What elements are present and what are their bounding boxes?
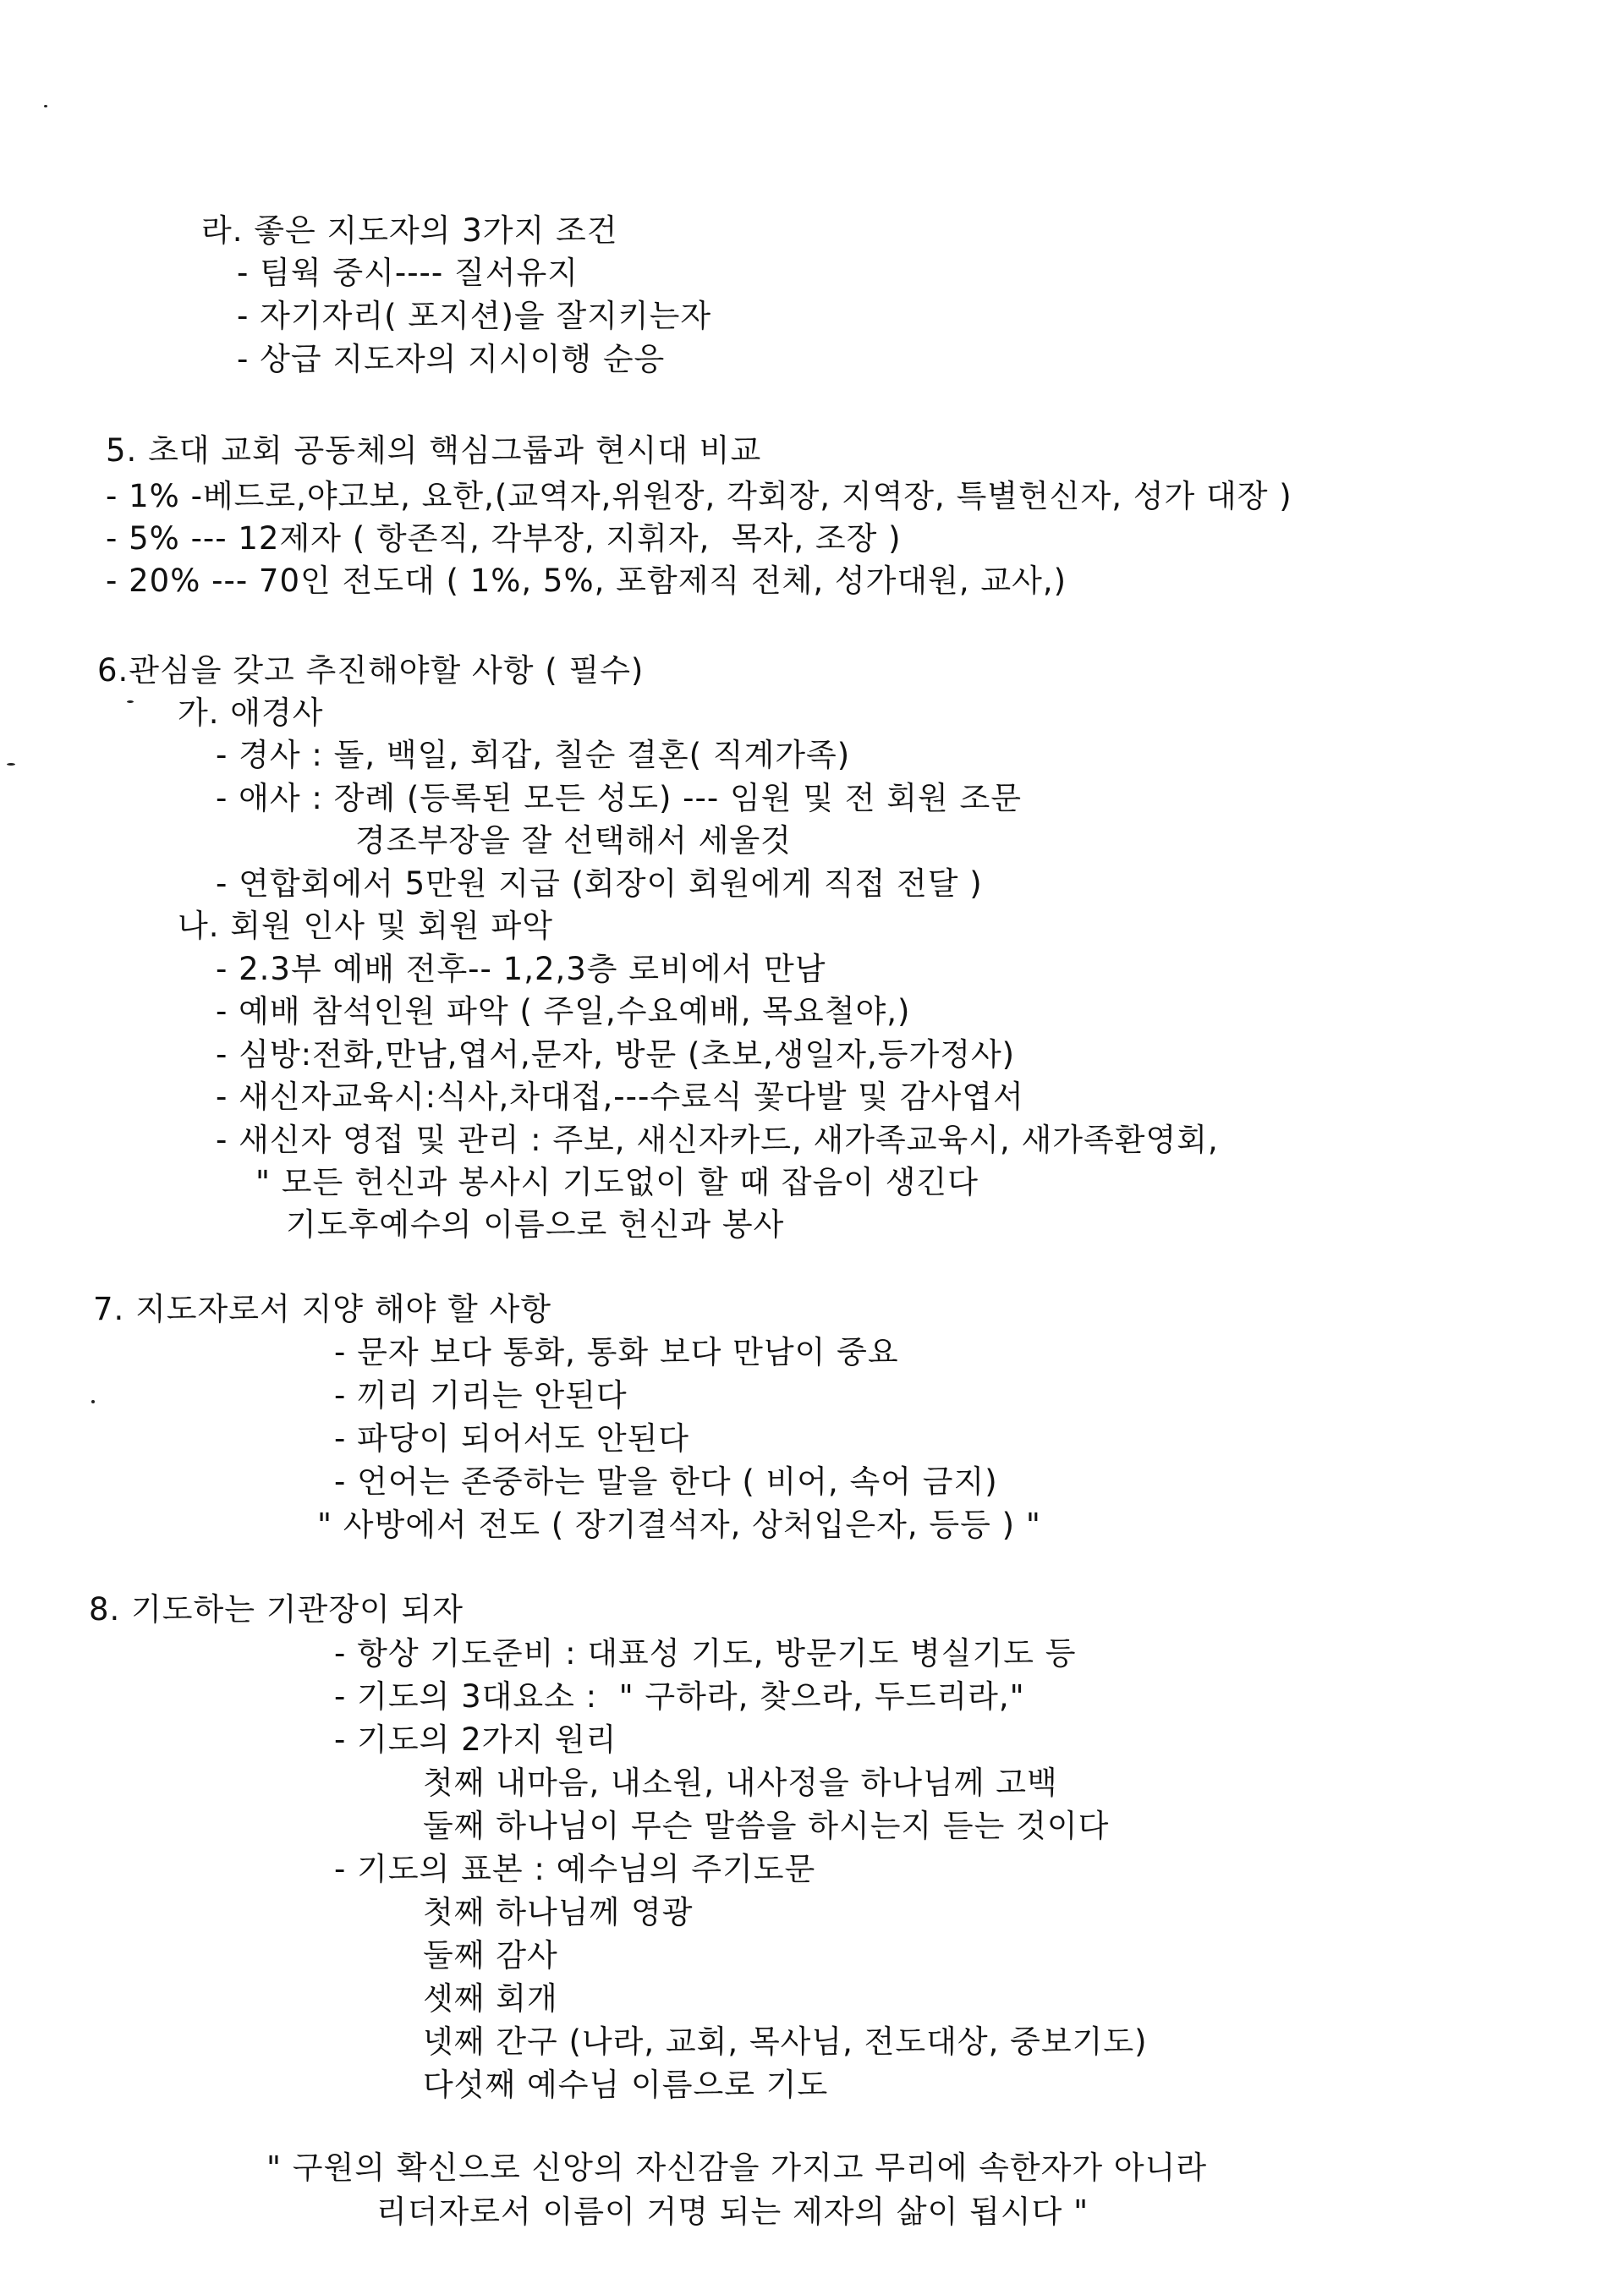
section-6-na-item: - 예배 참석인원 파악 ( 주일,수요예배, 목요철야,)	[216, 993, 911, 1029]
section-6-na-item: - 새신자 영접 및 관리 : 주보, 새신자카드, 새가족교육시, 새가족환영회,	[216, 1122, 1219, 1158]
section-8-subline: 넷째 간구 (나라, 교회, 목사님, 전도대상, 중보기도)	[423, 2023, 1148, 2060]
section-6-quote: " 모든 헌신과 봉사시 기도없이 할 때 잡음이 생긴다	[255, 1164, 979, 1200]
section-ra-item: - 상급 지도자의 지시이행 순응	[237, 341, 666, 377]
section-8-subline: 둘째 감사	[423, 1937, 558, 1974]
scan-speck	[127, 700, 134, 703]
section-5-item: - 5% --- 12제자 ( 항존직, 각부장, 지휘자, 목자, 조장 )	[106, 520, 902, 557]
section-8-subline: 첫째 하나님께 영광	[423, 1894, 694, 1930]
scan-speck	[7, 763, 15, 766]
section-6-na-title: 나. 회원 인사 및 회원 파악	[178, 908, 553, 944]
section-6-title: 6.관심을 갖고 추진해야할 사항 ( 필수)	[97, 652, 645, 689]
scan-speck	[44, 105, 47, 107]
section-8-subline: 다섯째 예수님 이름으로 기도	[423, 2067, 829, 2103]
section-6-ga-item: - 경사 : 돌, 백일, 회갑, 칠순 결혼( 직계가족)	[216, 737, 851, 773]
section-8-subline: 첫째 내마음, 내소원, 내사정을 하나님께 고백	[423, 1765, 1058, 1801]
section-8-title: 8. 기도하는 기관장이 되자	[89, 1591, 464, 1628]
section-8-subline: 둘째 하나님이 무슨 말씀을 하시는지 듣는 것이다	[423, 1808, 1110, 1844]
section-ra-item: - 자기자리( 포지션)을 잘지키는자	[237, 298, 712, 334]
section-5-item: - 1% -베드로,야고보, 요한,(교역자,위원장, 각회장, 지역장, 특별헌신자, 성가 대장 )	[106, 478, 1292, 514]
section-7-item: - 언어는 존중하는 말을 한다 ( 비어, 속어 금지)	[334, 1463, 998, 1500]
section-6-na-item: - 심방:전화,만남,엽서,문자, 방문 (초보,생일자,등가정사)	[216, 1036, 1016, 1073]
section-7-item: - 문자 보다 통화, 통화 보다 만남이 중요	[334, 1334, 899, 1370]
scan-speck	[91, 1400, 95, 1403]
closing-quote-line: " 구원의 확신으로 신앙의 자신감을 가지고 무리에 속한자가 아니라	[266, 2150, 1208, 2186]
section-7-quote: " 사방에서 전도 ( 장기결석자, 상처입은자, 등등 ) "	[317, 1507, 1041, 1543]
section-ra-item: - 팀웍 중시---- 질서유지	[237, 255, 579, 291]
section-8-item: - 기도의 3대요소 : " 구하라, 찾으라, 두드리라,"	[334, 1678, 1025, 1715]
section-6-ga-title: 가. 애경사	[178, 695, 324, 731]
section-6-quote: 기도후예수의 이름으로 헌신과 봉사	[286, 1206, 785, 1243]
section-6-ga-item: - 연합회에서 5만원 지급 (회장이 회원에게 직접 전달 )	[216, 865, 983, 902]
closing-quote-line: 리더자로서 이름이 거명 되는 제자의 삶이 됩시다 "	[376, 2193, 1089, 2230]
section-6-na-item: - 새신자교육시:식사,차대접,---수료식 꽃다발 및 감사엽서	[216, 1079, 1024, 1115]
section-6-ga-subline: 경조부장을 잘 선택해서 세울것	[355, 822, 792, 859]
section-8-item: - 기도의 표본 : 예수님의 주기도문	[334, 1851, 816, 1887]
section-6-ga-item: - 애사 : 장례 (등록된 모든 성도) --- 임원 및 전 회원 조문	[216, 780, 1022, 816]
section-5-item: - 20% --- 70인 전도대 ( 1%, 5%, 포함제직 전체, 성가대원, 교사,)	[106, 563, 1067, 599]
section-8-subline: 셋째 회개	[423, 1980, 558, 2017]
section-ra-title: 라. 좋은 지도자의 3가지 조건	[201, 212, 618, 249]
section-7-item: - 끼리 기리는 안된다	[334, 1377, 628, 1414]
section-5-title: 5. 초대 교회 공동체의 핵심그룹과 현시대 비교	[106, 432, 762, 469]
section-8-item: - 항상 기도준비 : 대표성 기도, 방문기도 병실기도 등	[334, 1635, 1077, 1672]
section-7-title: 7. 지도자로서 지양 해야 할 사항	[93, 1291, 552, 1327]
section-8-item: - 기도의 2가지 원리	[334, 1721, 617, 1758]
section-6-na-item: - 2.3부 예배 전후-- 1,2,3층 로비에서 만남	[216, 951, 826, 987]
section-7-item: - 파당이 되어서도 안된다	[334, 1420, 690, 1457]
